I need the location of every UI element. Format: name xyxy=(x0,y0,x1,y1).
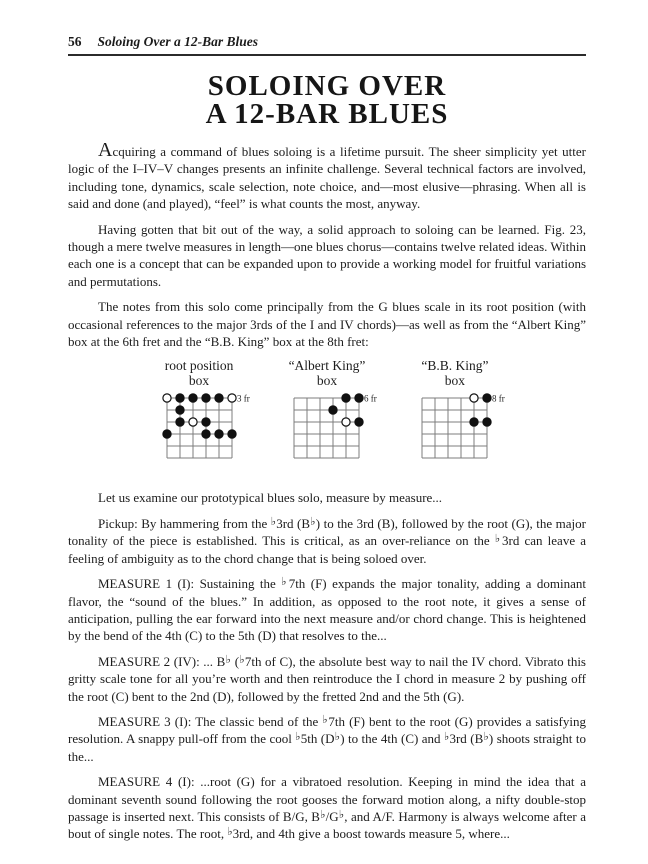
initial-capital: A xyxy=(98,139,113,161)
paragraph-measure-1: MEASURE 1 (I): Sustaining the ♭7th (F) expands the major tonality, adding a dominant flavor, the “sound of the blues.” In addition, as opposed to the root note, it gives a sense of anticipation, pulling the ear forward into the next measure and/or chord change. This is heightened by the bend of the 4th (C) to the 5th (D) that resolves to the... xyxy=(68,576,586,644)
note-dot xyxy=(201,394,209,402)
note-dot xyxy=(175,418,183,426)
diagram-bb-king-box xyxy=(417,358,506,463)
diagram-label-line-2: box xyxy=(316,373,338,389)
fretboard-grid-svg xyxy=(162,392,250,463)
diagram-label-line-1: “B.B. King” xyxy=(421,358,489,374)
note-dot xyxy=(175,406,183,414)
diagram-root-position-box xyxy=(162,358,250,463)
fretboard-grid-svg xyxy=(417,392,506,463)
root-note-dot xyxy=(470,394,478,402)
intro-paragraph-2: Having gotten that bit out of the way, a solid approach to soloing can be learned. Fig. 23, though a mere twelve measures in length—one blues chorus—contains twelve related ideas. Within each one is a concept that can be expanded upon to provide a working model for fruitful variations and permutations. xyxy=(68,221,587,289)
paragraph-measure-2: MEASURE 2 (IV): ... B♭ (♭7th of C), the absolute best way to nail the IV chord. Vibrato this gritty scale tone for all you’re worth and then reintroduce the I chord in measure 2 by pushing off the root (C) bent to the 2nd (D), followed by the fretted 2nd and the 5th (G). xyxy=(68,653,586,704)
diagram-albert-king-box xyxy=(288,358,378,463)
note-dot xyxy=(188,394,196,402)
flat-symbol: ♭ xyxy=(334,731,341,744)
flat-symbol: ♭ xyxy=(322,713,329,726)
note-dot xyxy=(214,430,222,438)
flat-symbol: ♭ xyxy=(483,731,489,744)
flat-symbol: ♭ xyxy=(319,808,326,821)
root-note-dot xyxy=(227,394,235,402)
running-title: Soloing Over a 12-Bar Blues xyxy=(97,34,259,49)
flat-symbol: ♭ xyxy=(225,653,232,666)
page-title xyxy=(68,72,586,128)
note-dot xyxy=(355,418,363,426)
title-line-2: A 12-BAR BLUES xyxy=(205,98,449,130)
flat-symbol: ♭ xyxy=(281,576,289,588)
intro-paragraph-1 xyxy=(68,140,586,213)
paragraph-pickup: Pickup: By hammering from the ♭3rd (B♭) to the 3rd (B), followed by the root (G), the major tonality of the piece is established. This is critical, as an over-reliance on the ♭3rd can leave a feeling of ambiguity as to the chord change that is being soloed over. xyxy=(68,515,587,566)
fret-position-label: 6 fr xyxy=(364,393,378,404)
flat-symbol: ♭ xyxy=(338,808,345,821)
flat-symbol: ♭ xyxy=(227,826,233,839)
note-dot xyxy=(483,394,491,402)
fret-position-label: 8 fr xyxy=(492,393,506,404)
paragraph-measure-3: MEASURE 3 (I): The classic bend of the ♭7th (F) bent to the root (G) provides a satisfying resolution. A snappy pull-off from the cool ♭5th (D♭) to the 4th (C) and ♭3rd (B♭) shoots straight to the... xyxy=(68,713,586,764)
fretboard-grid-svg xyxy=(289,392,378,463)
diagram-label-line-1: “Albert King” xyxy=(288,358,366,374)
note-dot xyxy=(355,394,363,402)
diagram-label xyxy=(421,358,488,388)
flat-symbol: ♭ xyxy=(239,653,245,666)
note-dot xyxy=(201,418,209,426)
paragraph-examine: Let us examine our prototypical blues solo, measure by measure... xyxy=(98,490,443,506)
paragraph-measure-4: MEASURE 4 (I): ...root (G) for a vibratoed resolution. Keeping in mind the idea that a dominant seventh sound following the root gooses the forward motion along, a nifty double-stop passage is inserted next. This consists of B/G, B♭/G♭, and A/F. Harmony is always welcome after a bout of single notes. The root, ♭3rd, and 4th give a boost towards measure 5, where... xyxy=(68,774,586,842)
intro-paragraph-1-text: cquiring a command of blues soloing is a lifetime pursuit. The sheer simplicity yet utter logic of the I–IV–V changes presents an infinite challenge. Several technical factors are involved, including tone, dynamics, scale selection, note choice, and—most elusive—phrasing. When all is said and done (and played), “feel” is what counts the most, anyway. xyxy=(68,144,586,212)
fretboard-diagram-row xyxy=(68,358,586,463)
diagram-label-line-1: root position xyxy=(164,358,234,374)
root-note-dot xyxy=(188,418,196,426)
diagram-label xyxy=(165,358,234,388)
flat-symbol: ♭ xyxy=(310,515,316,528)
note-dot xyxy=(342,394,350,402)
note-dot xyxy=(227,430,235,438)
flat-symbol: ♭ xyxy=(494,533,502,546)
title-line-1: SOLOING OVER xyxy=(207,70,447,102)
note-dot xyxy=(214,394,222,402)
root-note-dot xyxy=(342,418,350,426)
note-dot xyxy=(175,394,183,402)
note-dot xyxy=(162,430,170,438)
fret-position-label: 3 fr xyxy=(236,393,250,404)
note-dot xyxy=(329,406,337,414)
fretboard-grid xyxy=(289,392,378,463)
diagram-label xyxy=(289,358,366,388)
flat-symbol: ♭ xyxy=(295,731,301,744)
flat-symbol: ♭ xyxy=(444,731,450,744)
note-dot xyxy=(201,430,209,438)
note-dot xyxy=(470,418,478,426)
fretboard-grid xyxy=(417,392,506,463)
flat-symbol: ♭ xyxy=(270,515,277,528)
fretboard-grid xyxy=(162,392,250,463)
diagram-label-line-2: box xyxy=(188,373,210,389)
diagram-label-line-2: box xyxy=(444,373,466,389)
intro-paragraph-3: The notes from this solo come principally from the G blues scale in its root position (with occasional references to the major 3rds of the I and IV chords)—as well as from the “Albert King” box at the 6th fret and the “B.B. King” box at the 8th fret: xyxy=(68,299,586,350)
page-number: 56 xyxy=(68,34,82,49)
header-rule xyxy=(68,54,586,56)
root-note-dot xyxy=(162,394,170,402)
note-dot xyxy=(483,418,491,426)
page-header xyxy=(68,34,586,50)
